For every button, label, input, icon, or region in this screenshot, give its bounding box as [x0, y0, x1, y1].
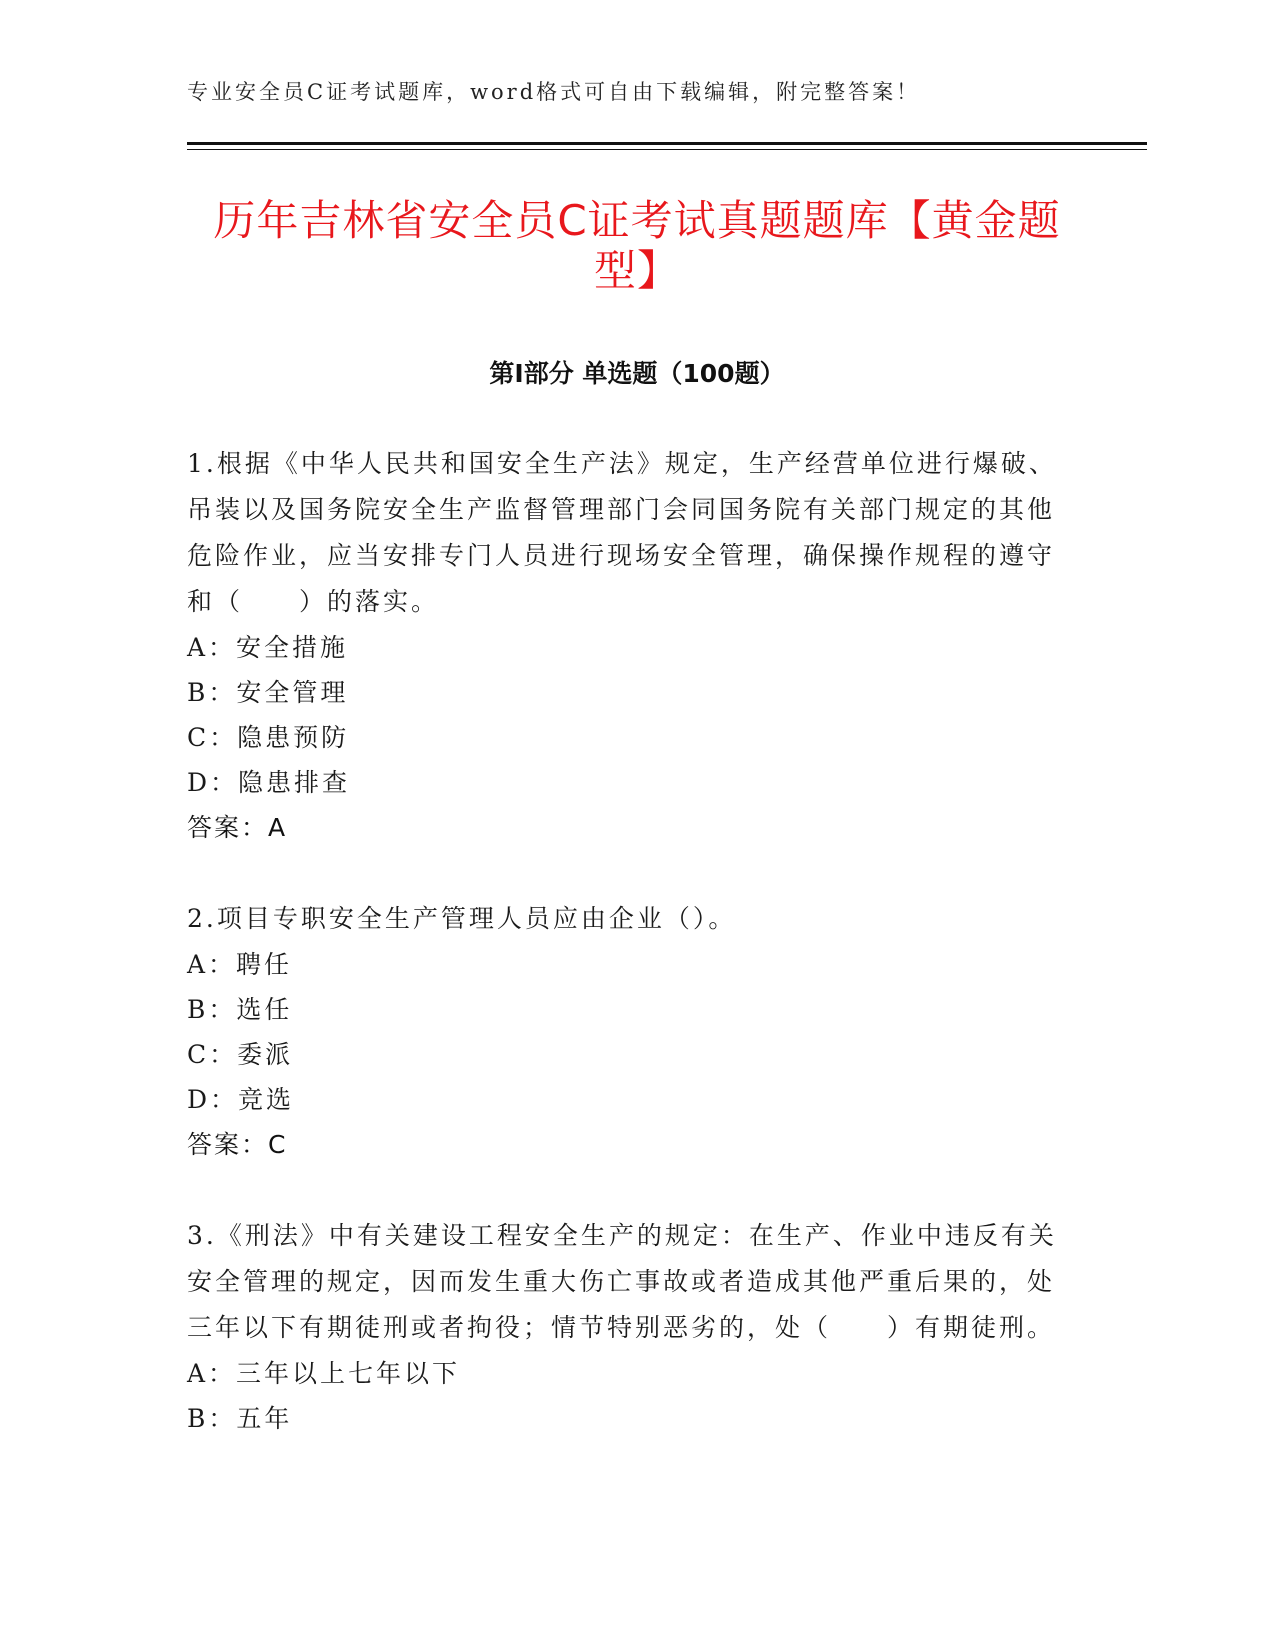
question-stem: 2.项目专职安全生产管理人员应由企业（）。 — [187, 904, 737, 933]
option-c: C：委派 — [187, 1040, 294, 1069]
option-b: B：选任 — [187, 995, 293, 1024]
question-stem: 1.根据《中华人民共和国安全生产法》规定，生产经营单位进行爆破、吊装以及国务院安全生产监督管理部门会同国务院有关部门规定的其他危险作业，应当安排专门人员进行现场安全管理，确保操作规程的遵守和（ ）的落实。 — [187, 449, 1057, 616]
question-list — [187, 441, 1067, 1487]
question-1 — [187, 441, 1067, 850]
answer-line: 答案：C — [187, 1130, 288, 1159]
option-a: A：三年以上七年以下 — [187, 1359, 461, 1388]
option-d: D：竞选 — [187, 1085, 295, 1114]
document-title: 历年吉林省安全员C证考试真题题库【黄金题型】 — [213, 196, 1061, 295]
header-rule-thin — [187, 149, 1147, 150]
header-note: 专业安全员C证考试题库，word格式可自由下载编辑，附完整答案！ — [187, 80, 921, 104]
option-a: A：聘任 — [187, 950, 293, 979]
option-b: B：安全管理 — [187, 678, 349, 707]
option-a: A：安全措施 — [187, 633, 349, 662]
question-3 — [187, 1213, 1067, 1441]
section-heading: 第Ⅰ部分 单选题（100题） — [489, 359, 785, 388]
option-d: D：隐患排查 — [187, 768, 351, 797]
answer-line: 答案：A — [187, 813, 288, 842]
header-rule-thick — [187, 142, 1147, 145]
question-2 — [187, 896, 1067, 1167]
option-c: C：隐患预防 — [187, 723, 350, 752]
option-b: B：五年 — [187, 1404, 293, 1433]
question-stem: 3.《刑法》中有关建设工程安全生产的规定：在生产、作业中违反有关安全管理的规定，因而发生重大伤亡事故或者造成其他严重后果的，处三年以下有期徒刑或者拘役；情节特别恶劣的，处（ ）有期徒刑。 — [187, 1221, 1057, 1342]
